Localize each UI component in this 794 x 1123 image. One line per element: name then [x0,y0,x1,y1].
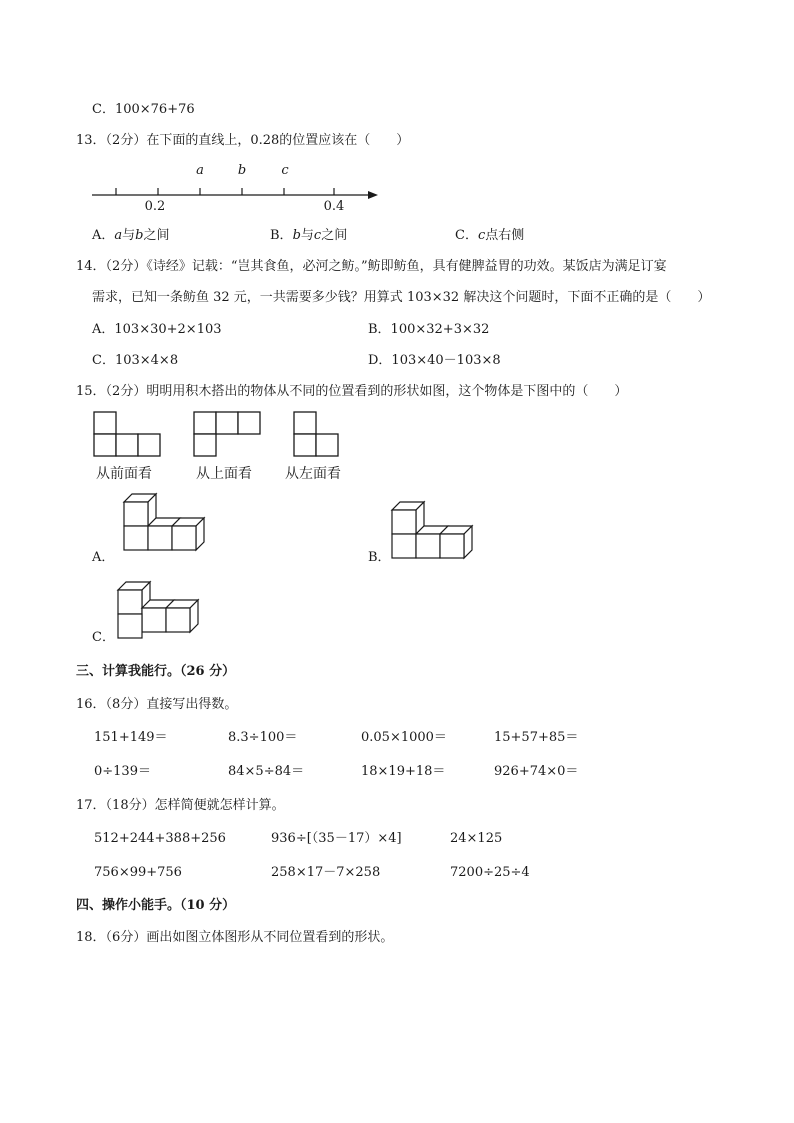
q15-option-c-solid [112,580,212,650]
q14-option-a: A．103×30+2×103 [92,322,222,337]
q14-option-d: D．103×40－103×8 [368,353,501,368]
view-top-figure [194,412,264,458]
q13-option-c: C．c点右侧 [455,228,525,243]
q15-stem: 15．（2分）明明用积木搭出的物体从不同的位置看到的形状如图，这个物体是下图中的（ ） [76,384,628,399]
q14-option-c: C．103×4×8 [92,353,179,368]
view-front-figure [94,412,164,458]
q15-option-b-solid [386,500,486,570]
q16-item: 84×5÷84＝ [228,764,305,779]
q17-stem: 17．（18分）怎样简便就怎样计算。 [76,798,285,813]
q16-item: 8.3÷100＝ [228,730,298,745]
q14-stem-line2: 需求，已知一条鲂鱼 32 元，一共需要多少钱？用算式 103×32 解决这个问题时，下面不正确的是（ ） [92,290,711,305]
numberline-tick-0.2: 0.2 [144,199,166,214]
numberline-tick-0.4: 0.4 [323,199,345,214]
numberline-label-b: b [237,163,247,178]
view-front-caption: 从前面看 [96,466,152,482]
q17-item: 7200÷25÷4 [450,865,530,880]
q15-option-a-solid [116,494,216,564]
q15-option-b-label: B． [368,550,391,565]
q17-item: 756×99+756 [94,865,182,880]
view-left-figure [294,412,344,458]
q18-stem: 18．（6分）画出如图立体图形从不同位置看到的形状。 [76,930,394,945]
section-3-title: 三、计算我能行。（26 分） [76,664,236,679]
q16-item: 0÷139＝ [94,764,151,779]
q14-option-b: B．100×32+3×32 [368,322,490,337]
q17-item: 936÷[（35－17）×4] [271,831,402,846]
view-top-caption: 从上面看 [196,466,252,482]
q15-option-c-label: C． [92,630,115,645]
q16-item: 15+57+85＝ [494,730,579,745]
section-4-title: 四、操作小能手。（10 分） [76,898,236,913]
q13-number-line [88,160,388,214]
q13-option-b: B．b与c之间 [270,228,348,243]
q16-item: 151+149＝ [94,730,168,745]
q17-item: 24×125 [450,831,503,846]
q16-stem: 16．（8分）直接写出得数。 [76,697,238,712]
q12-option-c: C．100×76+76 [92,102,195,117]
q13-stem: 13．（2分）在下面的直线上，0.28的位置应该在（ ） [76,133,410,148]
q14-stem-line1: 14．（2分）《诗经》记载：“岂其食鱼，必河之鲂。”鲂即鲂鱼，具有健脾益胃的功效。某饭店为满足订宴 [76,259,667,274]
q17-item: 258×17－7×258 [271,865,381,880]
q13-option-a: A．a与b之间 [92,228,170,243]
numberline-label-c: c [281,163,289,178]
view-left-caption: 从左面看 [285,466,341,482]
q16-item: 0.05×1000＝ [361,730,447,745]
q17-item: 512+244+388+256 [94,831,226,846]
numberline-label-a: a [196,163,204,178]
q16-item: 926+74×0＝ [494,764,579,779]
q15-option-a-label: A． [92,550,115,565]
q16-item: 18×19+18＝ [361,764,446,779]
